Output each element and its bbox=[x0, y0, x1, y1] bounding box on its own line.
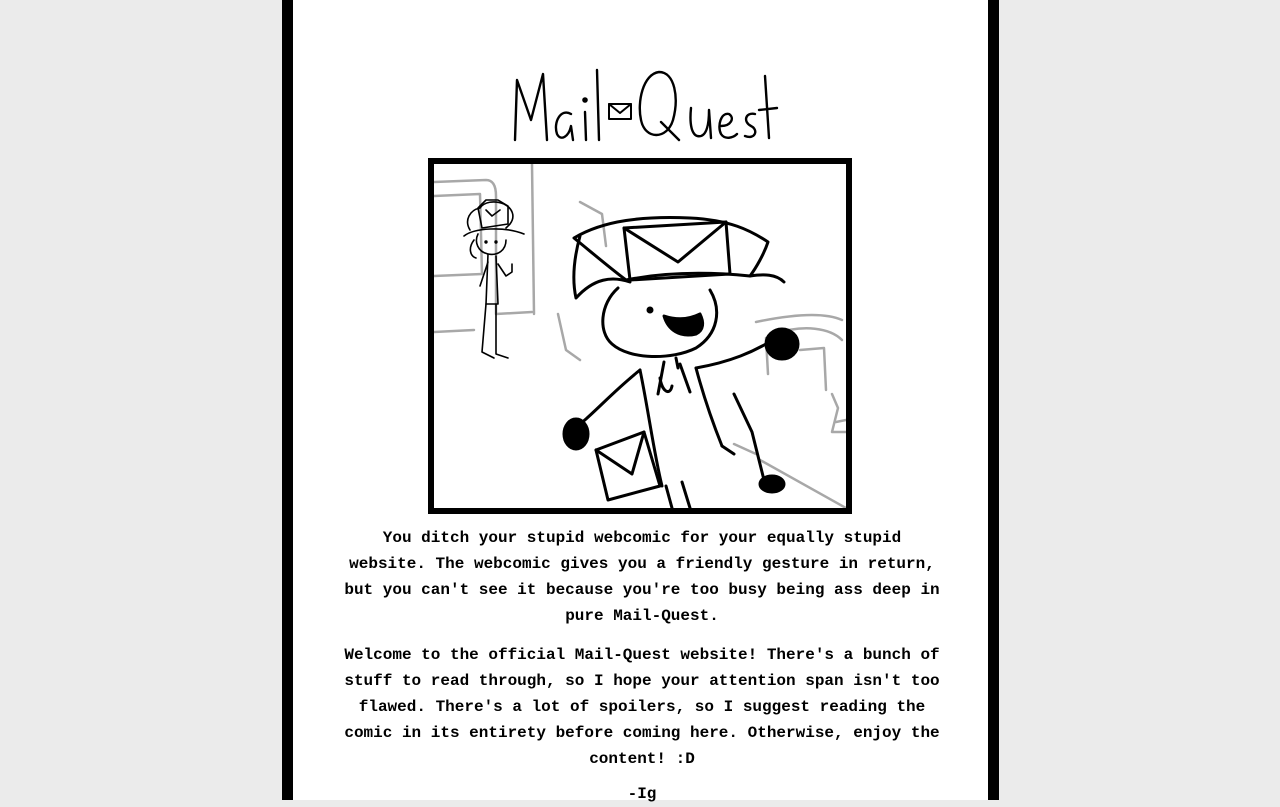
content-column bbox=[282, 0, 999, 803]
comic-illustration bbox=[434, 164, 846, 508]
author-signature: -Ig bbox=[627, 785, 657, 803]
mail-carrier-figure bbox=[564, 218, 798, 508]
comic-caption: You ditch your stupid webcomic for your equally stupid website. The webcomic gives you a friendly gesture in return, but you can't see it because you're too busy being ass deep in pure Mail-Quest. bbox=[344, 529, 940, 625]
comic-panel bbox=[428, 158, 852, 514]
welcome-text: Welcome to the official Mail-Quest website! There's a bunch of stuff to read through, so I hope your attention span isn't too flawed. There's a lot of spoilers, so I suggest reading the comic in its entirety before coming here. Otherwise, enjoy the content! :D bbox=[344, 646, 940, 768]
mail-quest-logo bbox=[509, 56, 781, 148]
background-figure bbox=[464, 200, 524, 358]
